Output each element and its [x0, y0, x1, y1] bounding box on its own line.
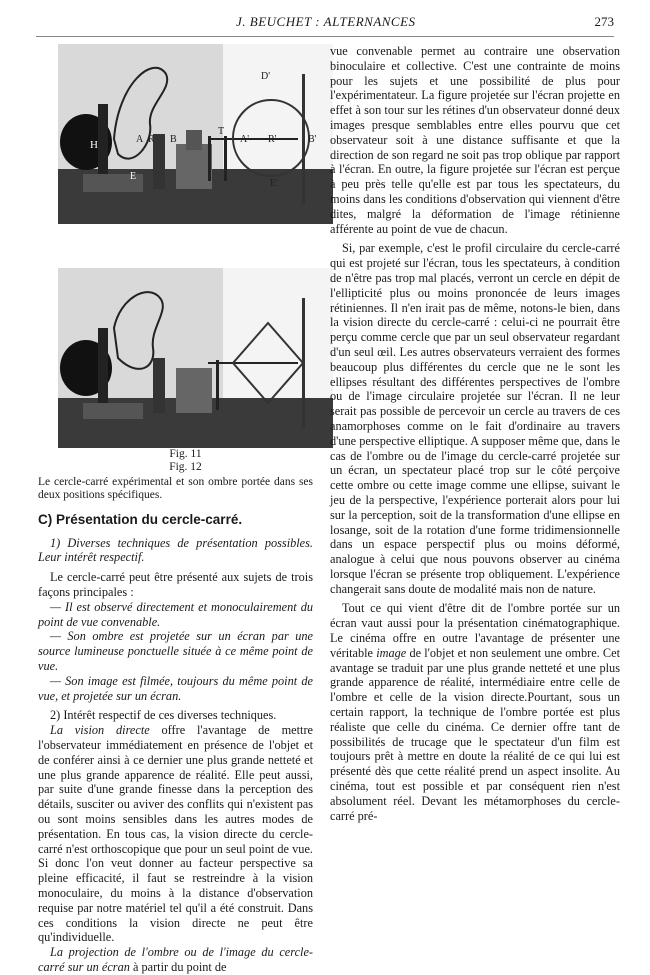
fig-label-d-prime: D'	[261, 71, 271, 82]
list-item: — Il est observé directement et monoculairement du point de vue convenable.	[38, 599, 313, 629]
list-item: — Son ombre est projetée sur un écran par une source lumineuse ponctuelle située à ce même point de vue.	[38, 629, 313, 673]
paragraph-text: Tout ce qui vient d'être dit de l'ombre portée sur un écran vaut aussi pour la présentation cinématographique. Le cinéma offre en outre l'avantage de présenter une véritable	[330, 601, 620, 660]
paragraph-text: offre l'avantage de mettre l'observateur immédiatement en présence de l'objet et de conférer ainsi à ce dernier une plus grande netteté et une plus grande apparence de réalité. Elle peut aussi, par suite d'une grande finesse dans la perception des détails, susciter ou aviver des conflits qui n'existent pas ou sont moins sensibles dans les autres modes de présentation. En tous cas, la vision directe du cercle-carré n'est orthoscopique que pour un seul point de vue. Si donc l'on veut donner au facteur perspective sa pleine efficacité, il faut se restreindre à la vision monoculaire, du moins à la distance d'observation requise par notre matériel tel qu'il a été construit. Dans ces conditions la vision directe ne peut être qu'individuelle.	[38, 723, 313, 945]
fig-label-e-prime: E'	[270, 178, 278, 189]
subheading-2: 2) Intérêt respectif de ces diverses techniques.	[50, 708, 277, 723]
list-item: — Son image est filmée, toujours du même point de vue, et projetée sur un écran.	[38, 673, 313, 703]
paragraph-text: de l'objet et non seulement une ombre. Cet avantage se traduit par une plus grande netteté et une plus grande apparence de réalité, intermédiaire entre celle de l'ombre et celle de la vision directe.Pourtant, sous un certain rapport, la technique de l'ombre portée est plus réaliste que celle du cinéma. Ce dernier offre tant de possibilités de trucage que le spectateur d'un film est toujours prêt à mettre en doute la réalité de ce qui lui est présenté dès que cette réalité prend un aspect insolite. Au cinéma, tout est possible et par conséquent rien n'est absolument réel. Devant les métamorphoses du cercle-carré pré-	[330, 645, 620, 823]
fig-label-h: H	[90, 139, 98, 151]
paragraph-vision-directe	[38, 723, 313, 945]
fig-label-t: T	[218, 126, 225, 137]
paragraph	[330, 601, 620, 823]
fig-label-e: E	[130, 171, 137, 182]
paragraph: Si, par exemple, c'est le profil circulaire du cercle-carré qui est projeté sur l'écran, tous les spectateurs, à condition de n'être pas trop mal placés, verront un cercle en dépit de l'ellipticité plus ou moins prononcée de leurs images rétiniennes. Il n'en irait pas de même, notons-le bien, dans la vision directe du cercle-carré : celui-ci ne pourrait être perçu comme cercle que par un seul observateur regardant d'un seul œil. Les autres observateurs verraient des formes beaucoup plus différentes du cercle que ne le sont les ellipses résultant des différentes perspectives de l'ombre ou de l'image circulaire projetée sur l'écran. Il ne leur serait pas possible de percevoir un cercle au travers de ces anamorphoses comme on le fait d'ordinaire au travers d'une perspective elliptique. A supposer même que, dans le cas de l'ombre ou de l'image du cercle-carré projetée sur un écran, un spectateur placé trop sur le côté perçoive cette ombre ou cette image comme une ellipse, suivant le jeu de la perspective, l'expérience porterait alors pour lui sur la perception, soit de la transformation d'une ellipse en losange, soit de la rotation d'une forme tridimensionnelle dans un espace perspectif plus ou moins déformé, analogue à celui que nous pouvons observer au cinéma lorsque l'écran se présente trop obliquement. L'expérience changerait sans doute de modalité mais non de nature.	[330, 241, 620, 596]
figure-caption: Le cercle-carré expérimental et son ombre portée dans ses deux positions spécifiques.	[38, 476, 313, 502]
right-column	[330, 44, 620, 823]
paragraph: vue convenable permet au contraire une observation binoculaire et collective. C'est une contrainte de moins pour les sujets et une possibilité de plus pour l'expérimentateur. La figure projetée sur l'écran projette en effet à son tour sur les rétines d'un observateur donné deux images presque semblables entre elles pourvu que cet observateur soit à une distance suffisante et que la direction de son regard ne soit pas trop oblique par rapport à l'écran. En outre, la figure projetée sur l'écran est perçue à peu près telle qu'elle est par tous les spectateurs, du moins dans les conditions d'observation qui viennent d'être dites, malgré la déformation de l'image rétinienne afférente au point de vue de chacun.	[330, 44, 620, 236]
emphasis: La projection de l'ombre ou de l'image du cercle-carré sur un écran	[38, 945, 313, 974]
fig-label-b-prime: B'	[308, 134, 317, 145]
emphasis: La vision directe	[50, 723, 150, 738]
running-header	[36, 14, 614, 37]
fig-label-a: A	[136, 134, 144, 145]
emphasis: image	[376, 645, 407, 660]
figure-11-label: Fig. 11	[169, 448, 202, 460]
page-number: 273	[594, 14, 614, 29]
fig-label-a-prime: A'	[240, 134, 250, 145]
running-head: J. BEUCHET : ALTERNANCES	[236, 14, 416, 29]
fig-label-r: R	[148, 134, 155, 145]
fig-label-b: B	[170, 134, 177, 145]
section-heading: C) Présentation du cercle-carré.	[38, 511, 243, 527]
figure-11-photo	[58, 44, 333, 224]
paragraph: Le cercle-carré peut être présenté aux sujets de trois façons principales :	[38, 570, 313, 599]
figure-12-photo	[58, 268, 333, 448]
left-column	[38, 44, 317, 975]
subheading-1: 1) Diverses techniques de présentation possibles. Leur intérêt respectif.	[38, 535, 313, 565]
fig-label-r-prime: R'	[268, 134, 277, 145]
paragraph-text: à partir du point de	[129, 959, 227, 974]
figure-12-label: Fig. 12	[169, 461, 202, 473]
